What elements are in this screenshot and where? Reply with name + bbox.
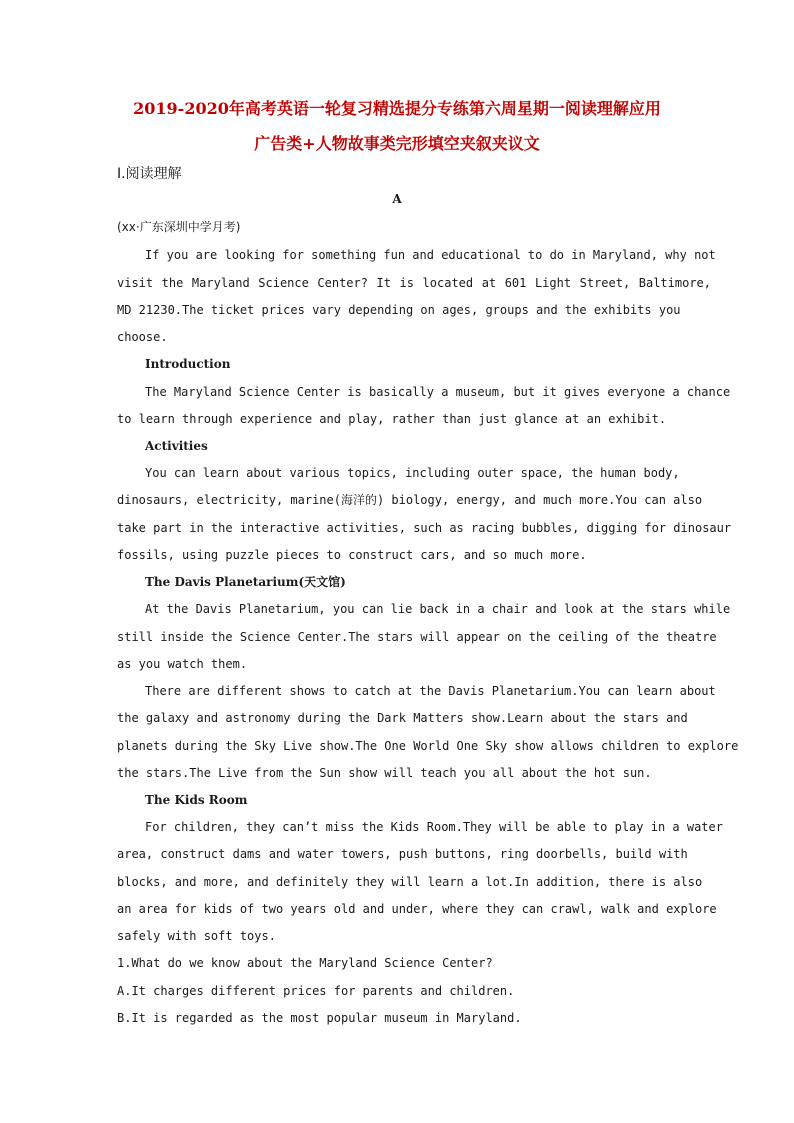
paragraph-line: MD 21230.The ticket prices vary depending on ages, groups and the exhibits you — [117, 303, 681, 317]
paragraph-line: the galaxy and astronomy during the Dark Matters show.Learn about the stars and — [117, 711, 688, 725]
question-1-option-b: B.It is regarded as the most popular museum in Maryland. — [117, 1011, 522, 1025]
subheading-activities: Activities — [145, 439, 208, 453]
question-1: 1.What do we know about the Maryland Science Center? — [117, 956, 493, 970]
question-1-option-a: A.It charges different prices for parents and children. — [117, 984, 515, 998]
paragraph-line: If you are looking for something fun and educational to do in Maryland, why not — [145, 248, 716, 262]
document-title-line-1: 2019-2020年高考英语一轮复习精选提分专练第六周星期一阅读理解应用 — [133, 99, 661, 118]
document-title-line-2: 广告类+人物故事类完形填空夹叙夹议文 — [254, 134, 540, 153]
paragraph-line: area, construct dams and water towers, push buttons, ring doorbells, build with — [117, 847, 688, 861]
paragraph-line: planets during the Sky Live show.The One World One Sky show allows children to explore — [117, 739, 739, 753]
paragraph-line: the stars.The Live from the Sun show will teach you all about the hot sun. — [117, 766, 652, 780]
paragraph-line: still inside the Science Center.The stars will appear on the ceiling of the theatre — [117, 630, 717, 644]
paragraph-line: safely with soft toys. — [117, 929, 276, 943]
paragraph-line: blocks, and more, and definitely they will learn a lot.In addition, there is also — [117, 875, 703, 889]
passage-letter: A — [392, 192, 402, 206]
paragraph-line: as you watch them. — [117, 657, 248, 671]
subheading-planetarium: The Davis Planetarium(天文馆) — [145, 575, 346, 589]
paragraph-line: You can learn about various topics, including outer space, the human body, — [145, 466, 680, 480]
paragraph-line: to learn through experience and play, rather than just glance at an exhibit. — [117, 412, 667, 426]
paragraph-line: take part in the interactive activities, such as racing bubbles, digging for dinosaur — [117, 521, 732, 535]
subheading-kids-room: The Kids Room — [145, 793, 248, 807]
subheading-introduction: Introduction — [145, 357, 231, 371]
paragraph-line: an area for kids of two years old and under, where they can crawl, walk and explore — [117, 902, 717, 916]
paragraph-line: At the Davis Planetarium, you can lie back in a chair and look at the stars while — [145, 602, 731, 616]
paragraph-line: visit the Maryland Science Center? It is located at 601 Light Street, Baltimore, — [117, 276, 711, 290]
paragraph-line: For children, they can’t miss the Kids Room.They will be able to play in a water — [145, 820, 723, 834]
paragraph-line: fossils, using puzzle pieces to construct cars, and so much more. — [117, 548, 587, 562]
paragraph-line: The Maryland Science Center is basically a museum, but it gives everyone a chance — [145, 385, 731, 399]
passage-source: (xx·广东深圳中学月考) — [117, 220, 241, 234]
section-heading: Ⅰ.阅读理解 — [117, 166, 182, 182]
paragraph-line: There are different shows to catch at the Davis Planetarium.You can learn about — [145, 684, 716, 698]
paragraph-line: choose. — [117, 330, 168, 344]
paragraph-line: dinosaurs, electricity, marine(海洋的) biology, energy, and much more.You can also — [117, 493, 703, 507]
